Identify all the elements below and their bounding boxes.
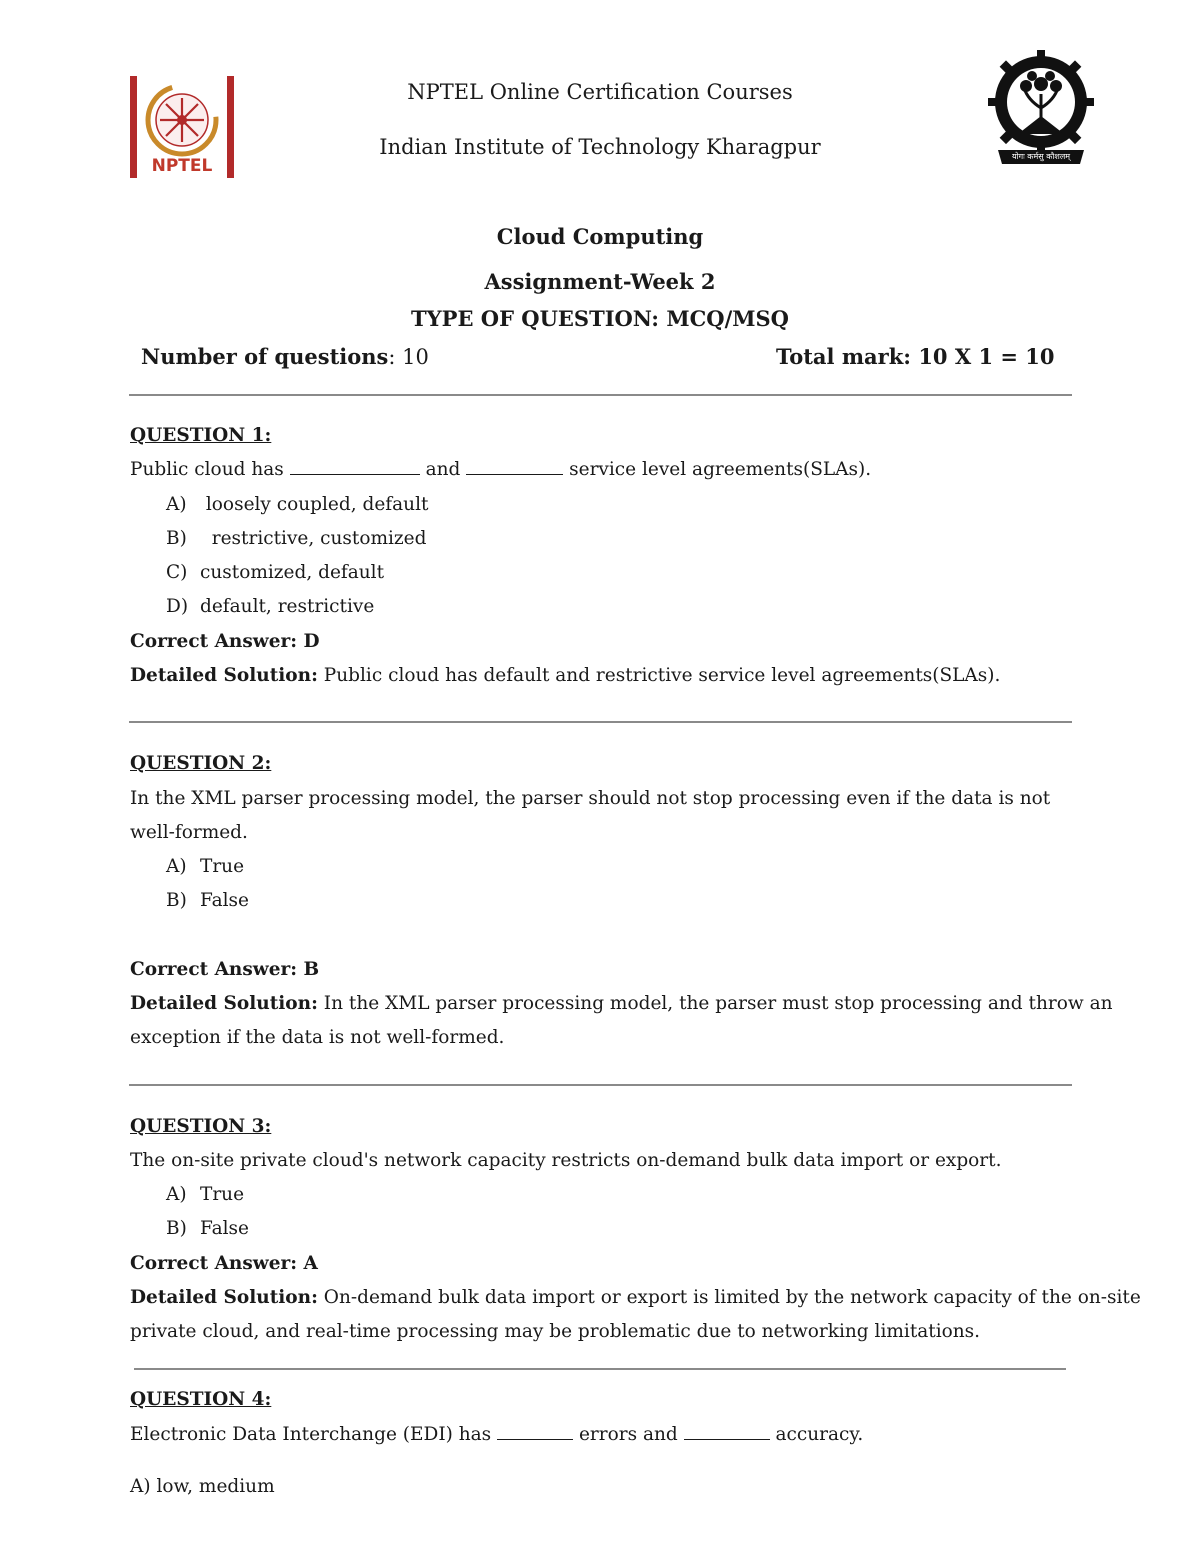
q2-option-b (166, 890, 249, 911)
total-mark: Total mark: 10 X 1 = 10 (776, 344, 1055, 369)
option-letter: A) (166, 1184, 187, 1205)
detailed-solution-text: In the XML parser processing model, the parser must stop processing and throw an (317, 993, 1113, 1014)
option-text: True (200, 856, 245, 877)
question-4-heading: QUESTION 4: (130, 1389, 272, 1410)
question-1-text (130, 459, 871, 480)
q2-detailed-solution (130, 993, 1113, 1014)
q1-option-a (166, 494, 428, 515)
header-line-2: Indian Institute of Technology Kharagpur (379, 135, 821, 159)
assignment-title: Assignment-Week 2 (484, 269, 716, 294)
detailed-solution-text: On-demand bulk data import or export is limited by the network capacity of the on-site (317, 1287, 1141, 1308)
correct-answer-value: B (297, 959, 320, 980)
q2-detailed-solution-line-2: exception if the data is not well-formed. (130, 1027, 505, 1048)
q3-correct-answer (130, 1253, 318, 1274)
option-text: True (200, 1184, 245, 1205)
question-3-heading: QUESTION 3: (130, 1116, 272, 1137)
divider (129, 721, 1072, 723)
q2-correct-answer (130, 959, 319, 980)
option-letter: A) (166, 856, 187, 877)
q2-option-a (166, 856, 244, 877)
q1-option-d (166, 596, 374, 617)
nptel-logo-text: NPTEL (151, 156, 213, 176)
option-letter: A) (166, 494, 187, 515)
q1-option-c (166, 562, 384, 583)
detailed-solution-label: Detailed Solution: (130, 665, 318, 686)
option-letter: B) (166, 890, 187, 911)
option-text: default, restrictive (200, 596, 375, 617)
correct-answer-label: Correct Answer: (130, 959, 298, 980)
question-2-text-line-1: In the XML parser processing model, the parser should not stop processing even if the data is not (130, 788, 1051, 809)
q3-detailed-solution-line-2: private cloud, and real-time processing may be problematic due to networking limitations. (130, 1321, 981, 1342)
q4-text-part-2: errors and (578, 1424, 678, 1445)
correct-answer-value: D (297, 631, 320, 652)
q1-text-part-3: service level agreements(SLAs). (569, 459, 872, 480)
question-4-text (130, 1424, 863, 1445)
q1-text-part-2: and (425, 459, 461, 480)
correct-answer-label: Correct Answer: (130, 631, 298, 652)
question-type: TYPE OF QUESTION: MCQ/MSQ (411, 306, 789, 331)
option-text: restrictive, customized (200, 528, 427, 549)
fill-blank (466, 460, 563, 475)
q3-option-b (166, 1218, 249, 1239)
fill-blank (684, 1425, 770, 1440)
question-2-heading: QUESTION 2: (130, 753, 272, 774)
detailed-solution-label: Detailed Solution: (130, 1287, 318, 1308)
correct-answer-value: A (297, 1253, 318, 1274)
option-letter: B) (166, 528, 187, 549)
option-text: False (200, 1218, 249, 1239)
question-3-text: The on-site private cloud's network capacity restricts on-demand bulk data import or export. (130, 1150, 1002, 1171)
number-of-questions-value: : 10 (388, 345, 429, 369)
fill-blank (497, 1425, 573, 1440)
q3-option-a (166, 1184, 244, 1205)
option-letter: B) (166, 1218, 187, 1239)
divider (129, 394, 1072, 396)
detailed-solution-label: Detailed Solution: (130, 993, 318, 1014)
q3-detailed-solution (130, 1287, 1141, 1308)
q1-correct-answer (130, 631, 320, 652)
iit-seal-motto: योगः कर्मसु कौशलम् (1011, 152, 1071, 161)
fill-blank (290, 460, 420, 475)
option-text: False (200, 890, 249, 911)
divider (134, 1368, 1066, 1370)
q4-option-a: A) low, medium (130, 1476, 275, 1497)
header-line-1: NPTEL Online Certification Courses (407, 80, 793, 104)
question-1-heading: QUESTION 1: (130, 425, 272, 446)
correct-answer-label: Correct Answer: (130, 1253, 298, 1274)
q1-detailed-solution (130, 665, 1000, 686)
question-2-text-line-2: well-formed. (130, 822, 248, 843)
q4-text-part-1: Electronic Data Interchange (EDI) has (130, 1424, 492, 1445)
number-of-questions-label: Number of questions (141, 344, 389, 369)
detailed-solution-text: Public cloud has default and restrictive service level agreements(SLAs). (317, 665, 1001, 686)
q4-text-part-3: accuracy. (775, 1424, 864, 1445)
divider (129, 1084, 1072, 1086)
q1-option-b (166, 528, 426, 549)
q1-text-part-1: Public cloud has (130, 459, 284, 480)
option-text: loosely coupled, default (200, 494, 429, 515)
number-of-questions (141, 344, 429, 369)
option-text: customized, default (200, 562, 385, 583)
option-letter: D) (166, 596, 189, 617)
course-title: Cloud Computing (496, 224, 704, 249)
option-letter: C) (166, 562, 188, 583)
